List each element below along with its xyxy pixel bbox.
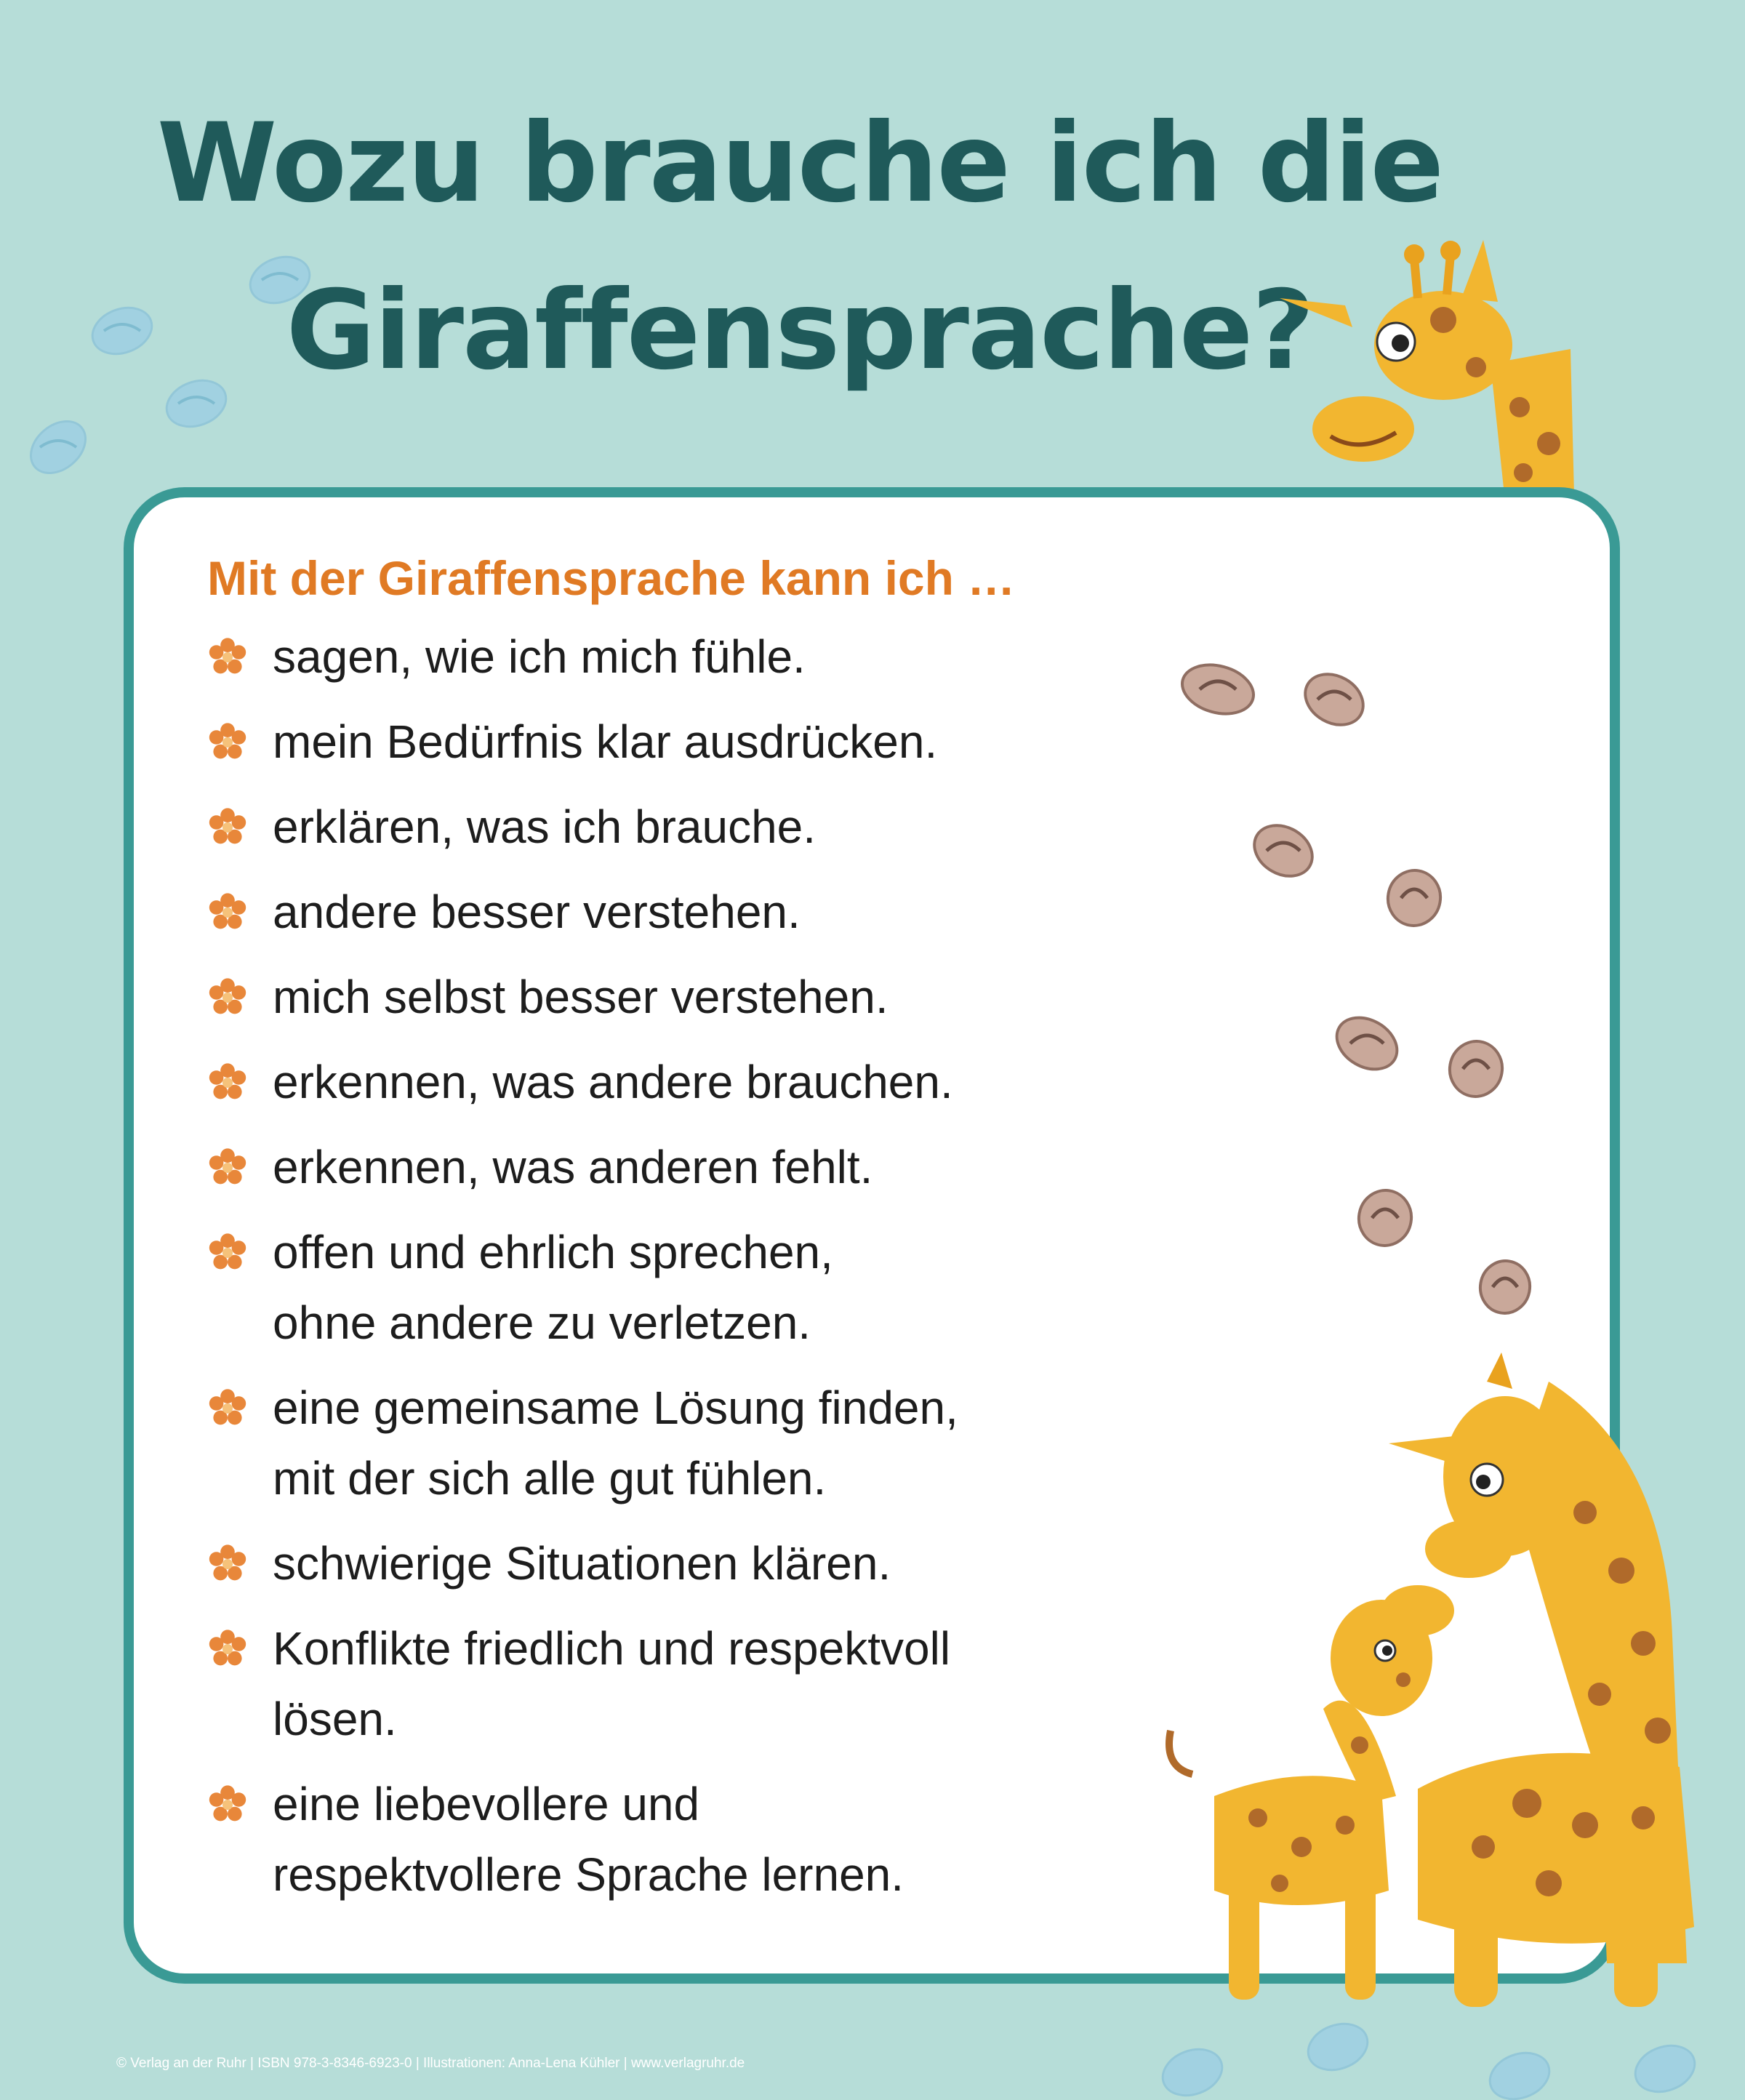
footer-copyright: © Verlag an der Ruhr | ISBN 978-3-8346-6923-0 | Illustrationen: Anna-Lena Kühler | www.verlagruhr.de [116, 2056, 745, 2071]
page-title: Wozu brauche ich die Giraffensprache? [156, 100, 1443, 394]
list-item-text: eine gemeinsame Lösung finden, mit der sich alle gut fühlen. [273, 1382, 958, 1504]
list-item-text: schwierige Situationen klären. [273, 1537, 891, 1590]
list-item-text: andere besser verstehen. [273, 886, 801, 938]
list-item-text: erklären, was ich brauche. [273, 801, 817, 853]
list-item-text: mich selbst besser verstehen. [273, 971, 888, 1023]
list-item-text: sagen, wie ich mich fühle. [273, 630, 806, 683]
list-item-text: erkennen, was andere brauchen. [273, 1056, 953, 1108]
intro-heading: Mit der Giraffensprache kann ich … [207, 551, 1016, 605]
list-item-text: offen und ehrlich sprechen, ohne andere zu verletzen. [273, 1226, 833, 1349]
list-item-text: Konflikte friedlich und respektvoll lösen. [273, 1622, 951, 1745]
list-item-text: erkennen, was anderen fehlt. [273, 1141, 873, 1193]
list-item-text: mein Bedürfnis klar ausdrücken. [273, 716, 938, 768]
list-item-text: eine liebevollere und respektvollere Sprache lernen. [273, 1778, 904, 1901]
